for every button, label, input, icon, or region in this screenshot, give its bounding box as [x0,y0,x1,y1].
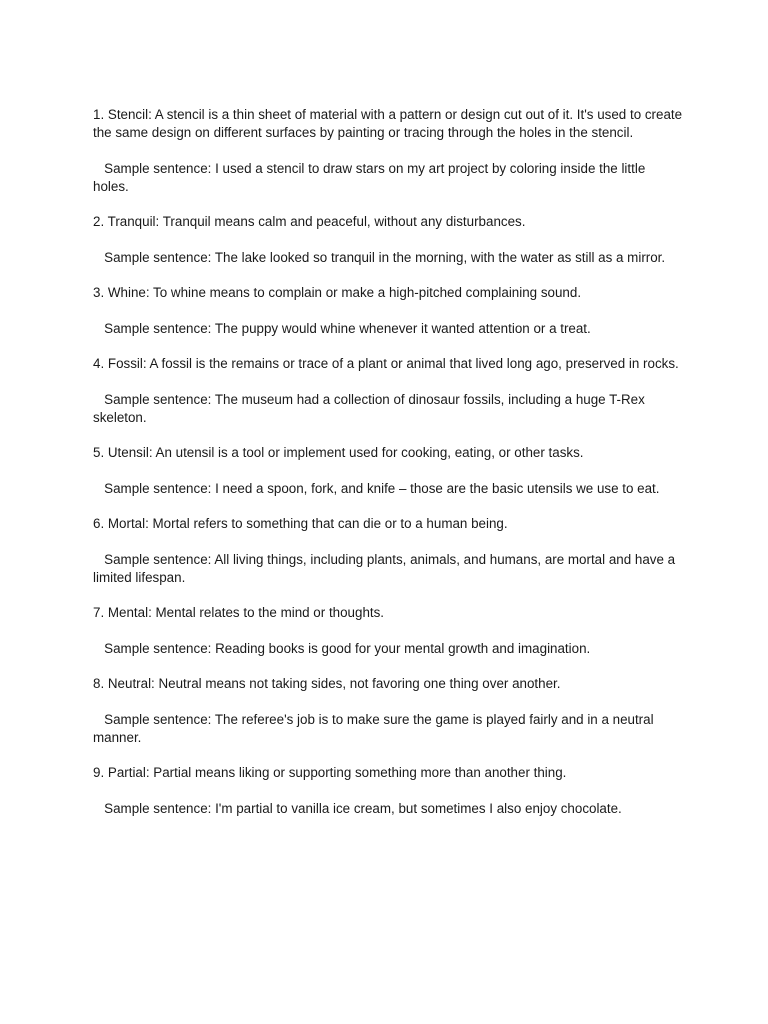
entry-definition-fossil: 4. Fossil: A fossil is the remains or trace of a plant or animal that lived long ago, preserved in rocks. [93,356,679,371]
entry-sample-partial: Sample sentence: I'm partial to vanilla ice cream, but sometimes I also enjoy chocolate. [93,800,622,816]
entry-definition-partial: 9. Partial: Partial means liking or supporting something more than another thing. [93,765,567,780]
entry-definition-mental: 7. Mental: Mental relates to the mind or thoughts. [93,605,385,620]
entry-sample-whine: Sample sentence: The puppy would whine whenever it wanted attention or a treat. [93,320,591,336]
document-page [93,106,686,835]
entry-definition-whine: 3. Whine: To whine means to complain or make a high-pitched complaining sound. [93,285,582,300]
entry-definition-mortal: 6. Mortal: Mortal refers to something that can die or to a human being. [93,516,508,531]
entry-sample-neutral: Sample sentence: The referee's job is to make sure the game is played fairly and in a neutral manner. [93,711,658,745]
entry-definition-neutral: 8. Neutral: Neutral means not taking sides, not favoring one thing over another. [93,676,561,691]
entry-definition-stencil: 1. Stencil: A stencil is a thin sheet of material with a pattern or design cut out of it. It's used to create the same design on different surfaces by painting or tracing through the holes in the stencil. [93,107,686,140]
entry-sample-fossil: Sample sentence: The museum had a collection of dinosaur fossils, including a huge T-Rex skeleton. [93,391,649,425]
entry-sample-mental: Sample sentence: Reading books is good for your mental growth and imagination. [93,640,591,656]
entry-definition-tranquil: 2. Tranquil: Tranquil means calm and peaceful, without any disturbances. [93,214,526,229]
entry-sample-mortal: Sample sentence: All living things, including plants, animals, and humans, are mortal and have a limited lifespan. [93,551,679,585]
entry-definition-utensil: 5. Utensil: An utensil is a tool or implement used for cooking, eating, or other tasks. [93,445,584,460]
entry-sample-stencil: Sample sentence: I used a stencil to draw stars on my art project by coloring inside the little holes. [93,160,650,194]
entry-sample-utensil: Sample sentence: I need a spoon, fork, and knife – those are the basic utensils we use to eat. [93,480,660,496]
entry-sample-tranquil: Sample sentence: The lake looked so tranquil in the morning, with the water as still as a mirror. [93,249,666,265]
